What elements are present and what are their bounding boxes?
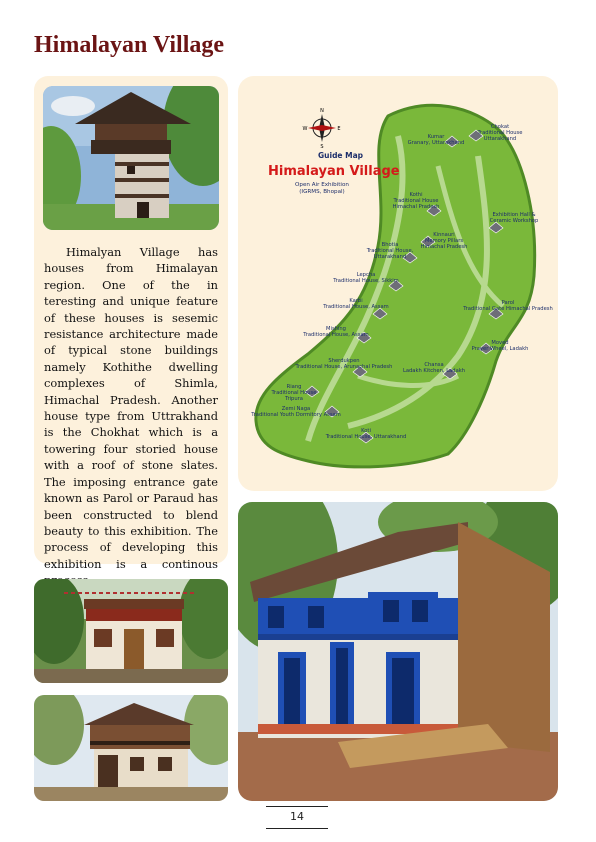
- map-label-l16: Koti Traditional House, Uttarakhand: [325, 428, 407, 440]
- page-number: 14: [290, 810, 304, 823]
- map-title: Himalayan Village: [268, 164, 400, 179]
- map-label-l9: Karbi Traditional House, Assam: [323, 298, 389, 310]
- map-label-l13: Chansa Ladakh Kitchen, Ladakh: [402, 362, 466, 374]
- map-label-l11: Moved Prayer Wheel, Ladakh: [471, 340, 529, 352]
- compass-s: S: [320, 144, 324, 150]
- guide-map: [238, 76, 558, 491]
- map-label-l4: Exhibition Hall & Ceramic Workshop: [489, 212, 539, 224]
- map-label-l5: Kinnauri Memory Pillars Himachal Pradesh: [420, 232, 468, 250]
- map-label-l12: Sherdukpen Traditional House, Arunachal Pradesh: [295, 358, 393, 370]
- map-label-l14: Riang Traditional House Tripura: [271, 384, 317, 402]
- photo-tower-house: [43, 86, 219, 230]
- map-label-l10: Mishing Traditional House, Assam: [303, 326, 369, 338]
- compass-n: N: [320, 108, 324, 114]
- photo-painted-house: [34, 579, 228, 683]
- map-label-l7: Lepcha Traditional House, Sikkim: [333, 272, 399, 284]
- compass-e: E: [337, 126, 341, 132]
- page-rule-top: [266, 806, 328, 807]
- map-subtitle-2: (IGRMS, Bhopal): [299, 189, 345, 195]
- map-label-l6: Bhotia Traditional House, Uttarakhand: [366, 242, 414, 260]
- page-rule-bottom: [266, 828, 328, 829]
- body-paragraph: Himalyan Village has houses from Himalayan region. One of the in teresting and unique feature of these houses is sesemic resistance architecture made of typical stone buildings namely Kothithe dwelling complexes of Shimla, Himachal Pradesh. Another house type from Uttrakhand is the Chokhat which is a towering four storied house with a roof of stone slates. The imposing entrance gate known as Parol or Paraud has been constructed to blend beauty to this exhibition. The process of developing this exhibition is a continous: [44, 245, 218, 571]
- compass-icon: [303, 108, 341, 150]
- compass-w: W: [302, 126, 308, 132]
- map-label-l8: Parol Traditional Gate Himachal Pradesh: [463, 300, 553, 312]
- map-label-l15: Zemi Naga Traditional Youth Dormitory Assam: [251, 406, 341, 418]
- body-text: [44, 244, 218, 589]
- map-guide-label: Guide Map: [318, 151, 364, 160]
- page-title: Himalayan Village: [34, 32, 225, 58]
- guide-map-panel: [238, 76, 558, 491]
- map-label-l2: Kumar Granary, Uttarakhand: [407, 134, 465, 146]
- photo-wooden-house: [34, 695, 228, 801]
- map-subtitle-1: Open Air Exhibition: [295, 182, 349, 188]
- photo-blue-house: [238, 502, 558, 801]
- map-label-l1: Chokat Traditional House Uttarakhand: [477, 124, 523, 142]
- map-label-l3: Kothi Traditional House Himachal Pradesh: [392, 192, 440, 210]
